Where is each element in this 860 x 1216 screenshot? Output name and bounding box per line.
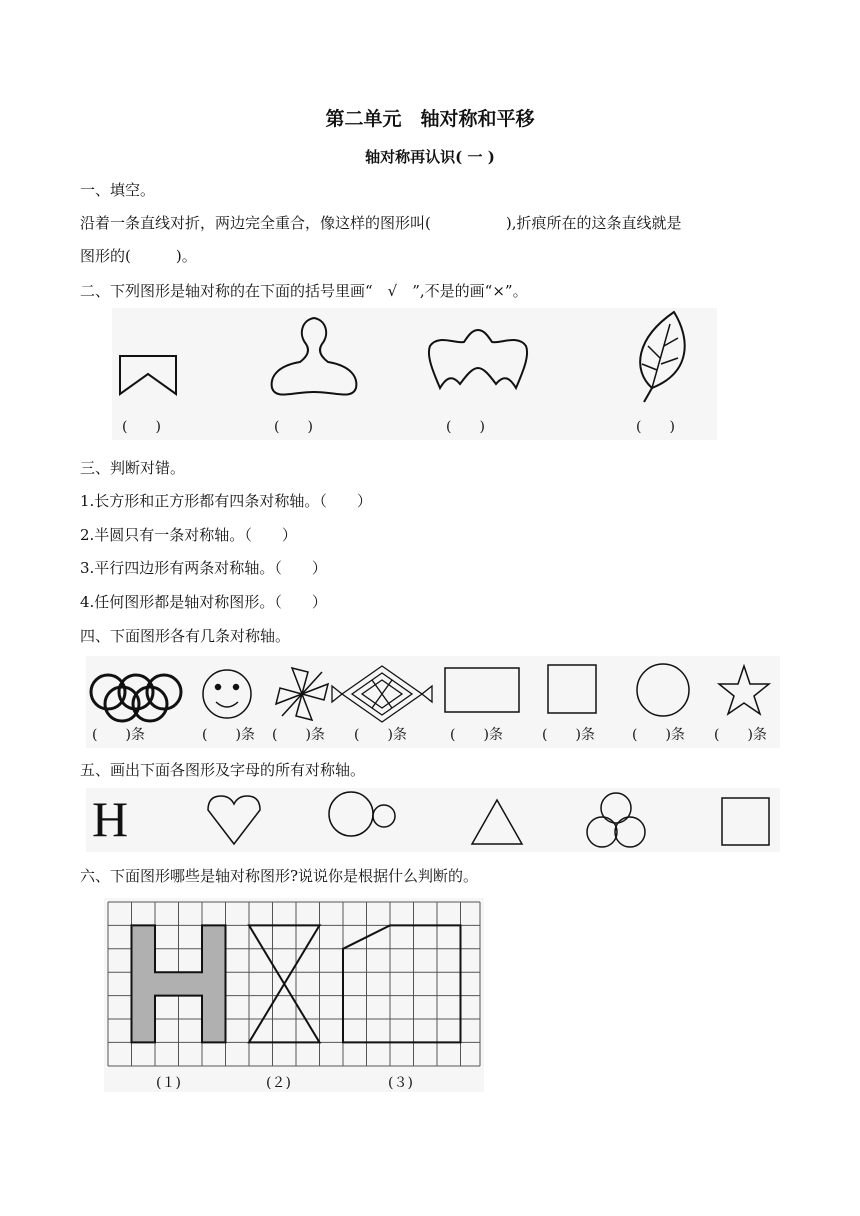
small-circle-shape [373, 805, 395, 827]
grid-figure-hourglass [249, 925, 320, 1042]
circle-shape [637, 664, 689, 716]
star-shape [719, 666, 769, 714]
axis-count-4[interactable]: ( )条 [354, 727, 407, 743]
gourd-shape [272, 318, 357, 395]
judge-item-1: 1.长方形和正方形都有四条对称轴。（ ） [80, 492, 372, 510]
square-shape [548, 665, 596, 713]
leaf-veins [642, 324, 678, 388]
section-1-line-1: 沿着一条直线对折，两边完全重合，像这样的图形叫( ),折痕所在的这条直线就是 [80, 214, 682, 232]
grid-figures [104, 898, 484, 1092]
grid-label-3: (３) [388, 1075, 413, 1091]
bracket-1[interactable]: ( ) [122, 419, 161, 435]
three-circles-shape [587, 793, 645, 847]
section-5-shapes [86, 788, 780, 852]
page-title: 第二单元 轴对称和平移 [325, 108, 535, 130]
axis-count-8[interactable]: ( )条 [714, 727, 767, 743]
section-1-heading: 一、填空。 [80, 181, 156, 199]
olympic-rings-shape [91, 675, 181, 721]
grid-figure-pentagon [343, 925, 461, 1042]
grid-label-1: (１) [156, 1075, 181, 1091]
page-subtitle: 轴对称再认识( 一 ) [365, 148, 495, 166]
axis-count-1[interactable]: ( )条 [92, 727, 145, 743]
section-2-figure-panel [112, 308, 717, 440]
bat-shape [429, 330, 527, 388]
bracket-3[interactable]: ( ) [446, 419, 485, 435]
section-2-shapes [112, 308, 717, 440]
section-6-grid-panel [104, 898, 484, 1092]
letter-h: H [92, 791, 129, 847]
axis-count-3[interactable]: ( )条 [272, 727, 325, 743]
section-6-heading: 六、下面图形哪些是轴对称图形?说说你是根据什么判断的。 [80, 867, 479, 885]
triangle-shape [472, 800, 522, 844]
judge-item-4: 4.任何图形都是轴对称图形。（ ） [80, 593, 327, 611]
axis-count-6[interactable]: ( )条 [542, 727, 595, 743]
section-4-heading: 四、下面图形各有几条对称轴。 [80, 627, 291, 645]
section-4-shapes [86, 656, 780, 726]
section-4-figure-panel [86, 656, 780, 748]
axis-count-2[interactable]: ( )条 [202, 727, 255, 743]
section-1-line-2: 图形的( )。 [80, 247, 197, 265]
bracket-2[interactable]: ( ) [274, 419, 313, 435]
bracket-4[interactable]: ( ) [636, 419, 675, 435]
section-2-heading: 二、下列图形是轴对称的在下面的括号里画“ √ ”,不是的画“×”。 [80, 282, 528, 300]
leaf-stem [644, 388, 652, 402]
notched-flag-shape [120, 356, 176, 394]
rectangle-shape [445, 668, 519, 712]
pinwheel-shape [276, 668, 328, 720]
axis-count-7[interactable]: ( )条 [632, 727, 685, 743]
smiley-face-shape [203, 670, 251, 718]
square-shape-2 [722, 798, 769, 845]
section-5-figure-panel [86, 788, 780, 852]
section-5-heading: 五、画出下面各图形及字母的所有对称轴。 [80, 761, 366, 779]
heart-shape [208, 796, 260, 844]
judge-item-2: 2.半圆只有一条对称轴。（ ） [80, 526, 297, 544]
chinese-knot-shape [332, 666, 432, 722]
axis-count-5[interactable]: ( )条 [450, 727, 503, 743]
big-circle-shape [329, 792, 373, 836]
section-3-heading: 三、判断对错。 [80, 459, 186, 477]
grid-label-2: (２) [266, 1075, 291, 1091]
judge-item-3: 3.平行四边形有两条对称轴。（ ） [80, 559, 327, 577]
